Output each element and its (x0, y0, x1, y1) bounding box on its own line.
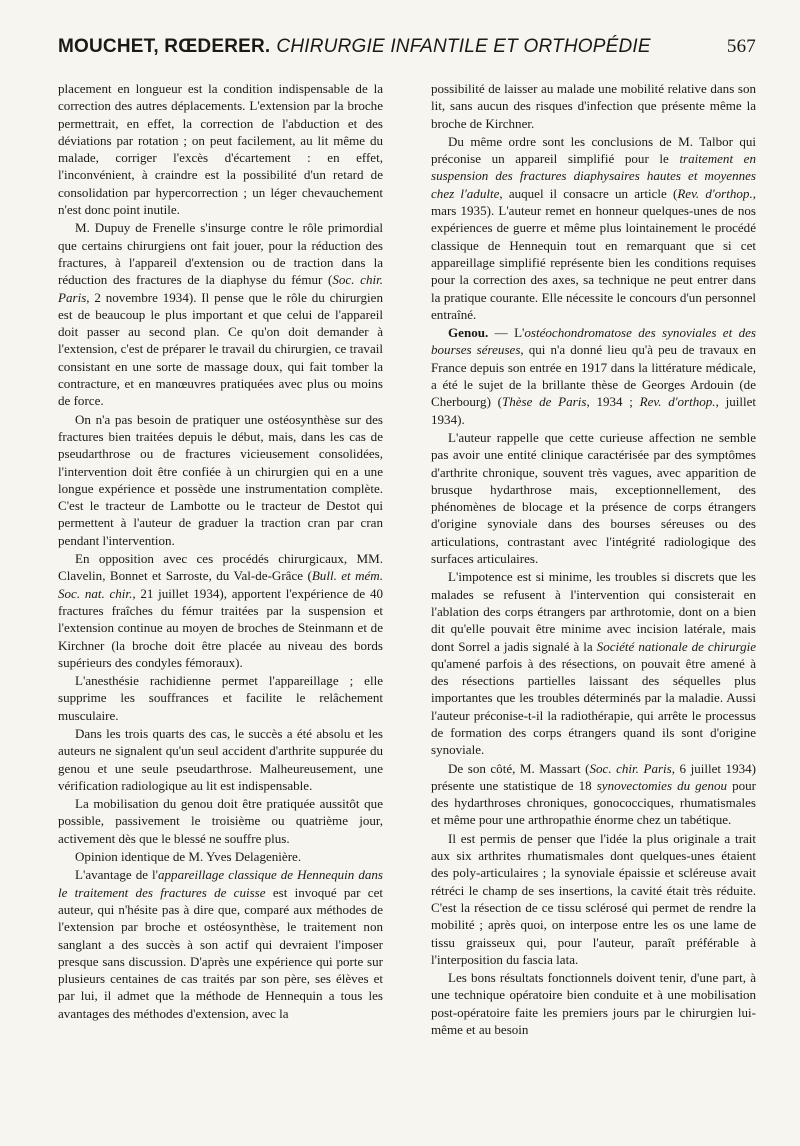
left-column (58, 80, 383, 1126)
paragraph: L'auteur rappelle que cette curieuse affection ne semble pas avoir une entité clinique caractérisée par des symptômes d'arthrite chronique, souvent très vagues, avec apparition de brusque hydarthrose mais, exceptionnellement, des phénomènes de blocage et la présence de corps étrangers d'origine synoviale dans des bourses séreuses ou des articulations, contrastant avec l'intégrité radiologique des surfaces articulaires. (431, 429, 756, 567)
paragraph: M. Dupuy de Frenelle s'insurge contre le rôle primordial que certains chirurgiens ont fait jouer, pour la réduction des fractures, à l'appareil d'extension ou de traction dans la réduction des fractures de la diaphyse du fémur (Soc. chir. Paris, 2 novembre 1934). Il pense que le rôle du chirurgien est de beaucoup le plus important et que celui de l'appareil doit passer au second plan. Ce qu'on doit demander à l'extension, c'est de préparer le travail du chirurgien, ce travail consistant en une sorte de massage doux, qui fait tomber la contracture, et en manœuvres pratiquées avec plus ou moins de force. (58, 220, 383, 409)
paragraph: De son côté, M. Massart (Soc. chir. Paris, 6 juillet 1934) présente une statistique de 18 synovectomies du genou pour des hydarthroses chroniques, gonococciques, rhumatismales et même pour une arthropathie énorme chez un tabétique. (431, 760, 756, 828)
paragraph: L'avantage de l'appareillage classique de Hennequin dans le traitement des fractures de cuisse est invoqué par cet auteur, qui n'hésite pas à dire que, comparé aux méthodes de l'extension par broche et ostéosynthèse, le traitement non sanglant a des succès à son actif qui devraient l'imposer presque sans discussion. D'après une expérience qui porte sur plusieurs centaines de cas traités par son père, ses élèves et par lui, il admet que la méthode de Hennequin a tous les avantages des méthodes d'extension, avec la (58, 867, 383, 1021)
section-paragraph-genou: Genou. — L'ostéochondromatose des synoviales et des bourses séreuses, qui n'a donné lieu qu'à peu de travaux en France depuis son entrée en 1917 dans la littérature médicale, a été le sujet de la brillante thèse de Georges Ardouin (de Cherbourg) (Thèse de Paris, 1934 ; Rev. d'orthop., juillet 1934). (431, 325, 757, 427)
right-column (431, 80, 756, 1126)
paragraph: L'anesthésie rachidienne permet l'appareillage ; elle supprime les souffrances et facilite le relâchement musculaire. (58, 673, 383, 723)
paragraph: placement en longueur est la condition indispensable de la correction des autres déplacements. L'extension par la broche permettrait, en effet, la correction de l'abduction et des déviations par rotation ; on peut facilement, au lit même du malade, corriger l'excès d'écartement : en effet, l'inconvénient, à craindre est la possibilité d'un retard de consolidation par hypercorrection ; un léger chevauchement n'est donc point inutile. (58, 81, 383, 218)
paragraph: possibilité de laisser au malade une mobilité relative dans son lit, sans aucun des risques d'infection que présente même la broche de Kirchner. (431, 81, 756, 131)
paragraph: On n'a pas besoin de pratiquer une ostéosynthèse sur des fractures bien traitées depuis le début, mais, dans les cas de pseudarthrose ou de fractures vicieusement consolidées, l'intervention doit être confiée à un chirurgien qui en a une longue expérience et possède une instrumentation complète. C'est le tracteur de Lambotte ou le tracteur de Destot qui permettent à l'auteur de graduer la traction cran par cran pendant l'intervention. (58, 411, 383, 548)
paragraph: Dans les trois quarts des cas, le succès a été absolu et les auteurs ne signalent qu'un seul accident d'arthrite suppurée du genou et une seule pseudarthrose. Malheureusement, une vérification radiologique au lit est indispensable. (58, 725, 383, 793)
running-header (58, 36, 756, 58)
paragraph: Il est permis de penser que l'idée la plus originale a trait aux six arthrites rhumatismales dont quelques-unes étaient des poly-articulaires ; la synoviale épaissie et scléreuse avait rétréci le champ de ses insertions, la cavité était très réduite. C'est la résection de ce tissu sclérosé qui permet de rendre la mobilité ; après quoi, on interpose entre les os une lame de tissu graisseux qui, pour l'auteur, paraît préférable à l'interposition du fascia lata. (431, 830, 756, 967)
paragraph: Du même ordre sont les conclusions de M. Talbor qui préconise un appareil simplifié pour le traitement en suspension des fractures diaphysaires hautes et moyennes chez l'adulte, auquel il consacre un article (Rev. d'orthop., mars 1935). L'auteur remet en honneur quelques-unes de nos expériences de guerre et même plus lointainement le procédé classique de Hennequin tout en remarquant que si cet appareillage simplifié représente bien les conditions requises pour la correction des axes, sa technique ne peut entrer dans la pratique courante. Elle nécessite le concours d'un personnel entraîné. (431, 133, 756, 322)
page-number: 567 (726, 36, 756, 57)
header-title: CHIRURGIE INFANTILE ET ORTHOPÉDIE (276, 36, 651, 57)
paragraph: L'impotence est si minime, les troubles si discrets que les malades se refusent à l'intervention qui consisterait en l'ablation des corps étrangers par arthrotomie, dont on a bien dit qu'elle pouvait être minime avec incision latérale, mais dont Sorrel a jadis signalé à la Société nationale de chirurgie qu'amené parfois à des résections, on pouvait être amené à des résections partielles laissant des séquelles plus importantes que les troubles déterminés par la maladie. Aussi l'auteur préconise-t-il la radiothérapie, qui arrête le processus de formation des corps étrangers quand ils sont d'origine synoviale. (431, 569, 757, 758)
two-column-body (58, 80, 756, 1126)
paragraph: La mobilisation du genou doit être pratiquée aussitôt que possible, passivement le troisième ou quatrième jour, activement dès que le blessé ne souffre plus. (58, 796, 383, 846)
header-authors: MOUCHET, RŒDERER. (58, 36, 271, 57)
paragraph: Opinion identique de M. Yves Delagenière. (75, 849, 302, 865)
section-heading: Genou. (448, 325, 489, 341)
paragraph: En opposition avec ces procédés chirurgicaux, MM. Clavelin, Bonnet et Sarroste, du Val-de-Grâce (Bull. et mém. Soc. nat. chir., 21 juillet 1934), apportent l'expérience de 40 fractures fraîches du fémur traitées par la suspension et l'extension continue au moyen de broches de Steinmann et de Kirchner (la broche doit être placée au niveau des bords supérieurs des condyles fémoraux). (58, 551, 383, 670)
paragraph: Les bons résultats fonctionnels doivent tenir, d'une part, à une technique opératoire bien conduite et à une mobilisation post-opératoire faite les premiers jours par le chirurgien lui-même et au besoin (431, 970, 756, 1038)
